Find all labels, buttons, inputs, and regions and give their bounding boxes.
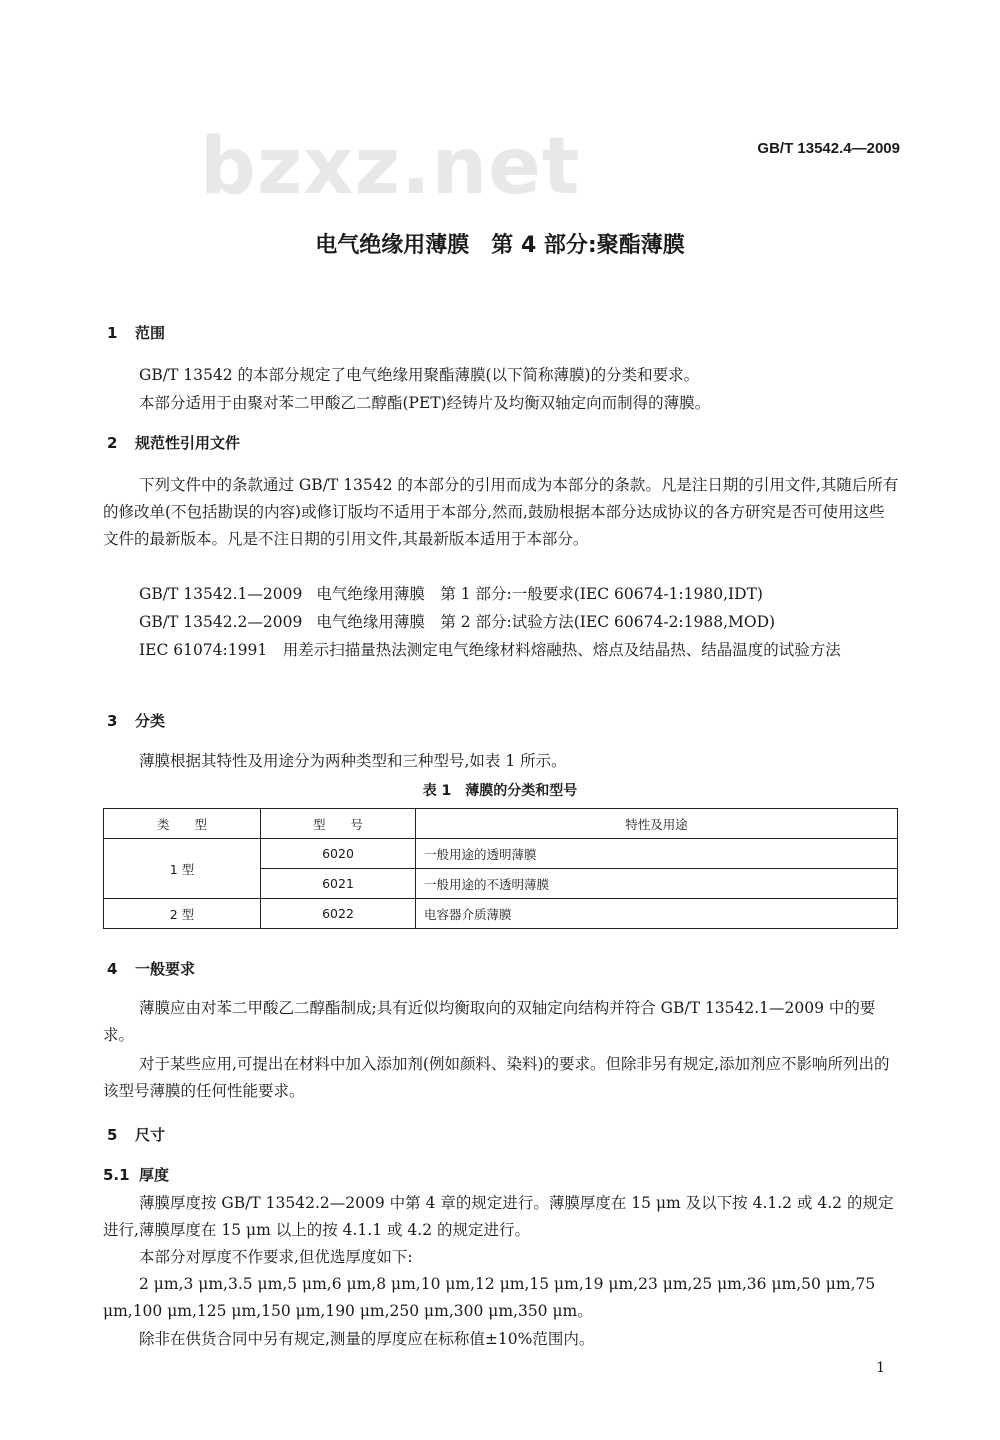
section-1-para-1: GB/T 13542 的本部分规定了电气绝缘用聚酯薄膜(以下简称薄膜)的分类和要求。 (139, 366, 700, 384)
reference-title: 电气绝缘用薄膜 第 1 部分:一般要求(IEC 60674-1:1980,IDT) (316, 585, 763, 603)
table-header-cell: 型 号 (261, 809, 416, 839)
table-cell-model: 6021 (261, 869, 416, 899)
section-5-1-para-2: 本部分对厚度不作要求,但优选厚度如下: (139, 1248, 413, 1266)
table-row (104, 839, 898, 869)
section-3-heading (107, 710, 165, 731)
section-1-para-2: 本部分适用于由聚对苯二甲酸乙二醇酯(PET)经铸片及均衡双轴定向而制得的薄膜。 (139, 394, 711, 412)
section-number: 5 (107, 1126, 118, 1144)
reference-item (139, 581, 899, 608)
table-row (104, 899, 898, 929)
reference-code: GB/T 13542.2—2009 (139, 613, 303, 631)
table-cell-use: 电容器介质薄膜 (416, 899, 898, 929)
section-4-para-2: 对于某些应用,可提出在材料中加入添加剂(例如颜料、染料)的要求。但除非另有规定,添加剂应不影响所列出的该型号薄膜的任何性能要求。 (103, 1055, 890, 1100)
section-title: 范围 (135, 324, 166, 342)
section-title: 规范性引用文件 (135, 434, 241, 452)
reference-code: GB/T 13542.1—2009 (139, 585, 303, 603)
section-5-1-para-1: 薄膜厚度按 GB/T 13542.2—2009 中第 4 章的规定进行。薄膜厚度在 15 μm 及以下按 4.1.2 或 4.2 的规定进行,薄膜厚度在 15 μm 以上的按 4.1.1 或 4.2 的规定进行。 (103, 1194, 894, 1239)
table-caption: 表 1 薄膜的分类和型号 (422, 783, 578, 799)
table-cell-type: 2 型 (104, 899, 261, 929)
document-title: 电气绝缘用薄膜 第 4 部分:聚酯薄膜 (315, 233, 685, 258)
section-title: 尺寸 (135, 1126, 166, 1144)
reference-title: 电气绝缘用薄膜 第 2 部分:试验方法(IEC 60674-2:1988,MOD) (316, 613, 776, 631)
subsection-title: 厚度 (139, 1166, 170, 1184)
table-cell-use: 一般用途的不透明薄膜 (416, 869, 898, 899)
section-5-1-para-4: 除非在供货合同中另有规定,测量的厚度应在标称值±10%范围内。 (139, 1330, 595, 1348)
table-cell-model: 6020 (261, 839, 416, 869)
table-header-row (104, 809, 898, 839)
reference-item (139, 609, 899, 636)
section-2-heading (107, 432, 240, 453)
section-4-heading (107, 958, 195, 979)
section-2-para-1: 下列文件中的条款通过 GB/T 13542 的本部分的引用而成为本部分的条款。凡是注日期的引用文件,其随后所有的修改单(不包括勘误的内容)或修订版均不适用于本部分,然而,鼓励根据本部分达成协议的各方研究是否可使用这些文件的最新版本。凡是不注日期的引用文件,其最新版本适用于本部分。 (103, 476, 899, 548)
section-4-para-1: 薄膜应由对苯二甲酸乙二醇酯制成;具有近似均衡取向的双轴定向结构并符合 GB/T 13542.1—2009 中的要求。 (103, 999, 876, 1044)
subsection-5-1-heading (103, 1164, 169, 1185)
table-cell-use: 一般用途的透明薄膜 (416, 839, 898, 869)
classification-table (103, 808, 898, 929)
subsection-number: 5.1 (103, 1166, 130, 1184)
page-number: 1 (876, 1360, 885, 1376)
table-header-cell: 类 型 (104, 809, 261, 839)
standard-code: GB/T 13542.4—2009 (757, 140, 900, 157)
preferred-thickness-list: 2 μm,3 μm,3.5 μm,5 μm,6 μm,8 μm,10 μm,12 μm,15 μm,19 μm,23 μm,25 μm,36 μm,50 μm,75 μm,100 μm,125 μm,150 μm,190 μm,250 μm,300 μm,350 μm。 (103, 1275, 876, 1320)
section-number: 4 (107, 960, 118, 978)
section-5-heading (107, 1124, 165, 1145)
table-cell-type: 1 型 (104, 839, 261, 899)
section-number: 2 (107, 434, 118, 452)
section-3-para-1: 薄膜根据其特性及用途分为两种类型和三种型号,如表 1 所示。 (139, 752, 567, 770)
table-header-cell: 特性及用途 (416, 809, 898, 839)
table-cell-model: 6022 (261, 899, 416, 929)
section-title: 一般要求 (135, 960, 196, 978)
section-number: 1 (107, 324, 118, 342)
reference-item-iec: IEC 61074:1991 用差示扫描量热法测定电气绝缘材料熔融热、熔点及结晶热、结晶温度的试验方法 (139, 641, 841, 659)
section-1-heading (107, 322, 165, 343)
section-number: 3 (107, 712, 118, 730)
watermark: bzxz.net (200, 122, 581, 212)
section-title: 分类 (135, 712, 166, 730)
